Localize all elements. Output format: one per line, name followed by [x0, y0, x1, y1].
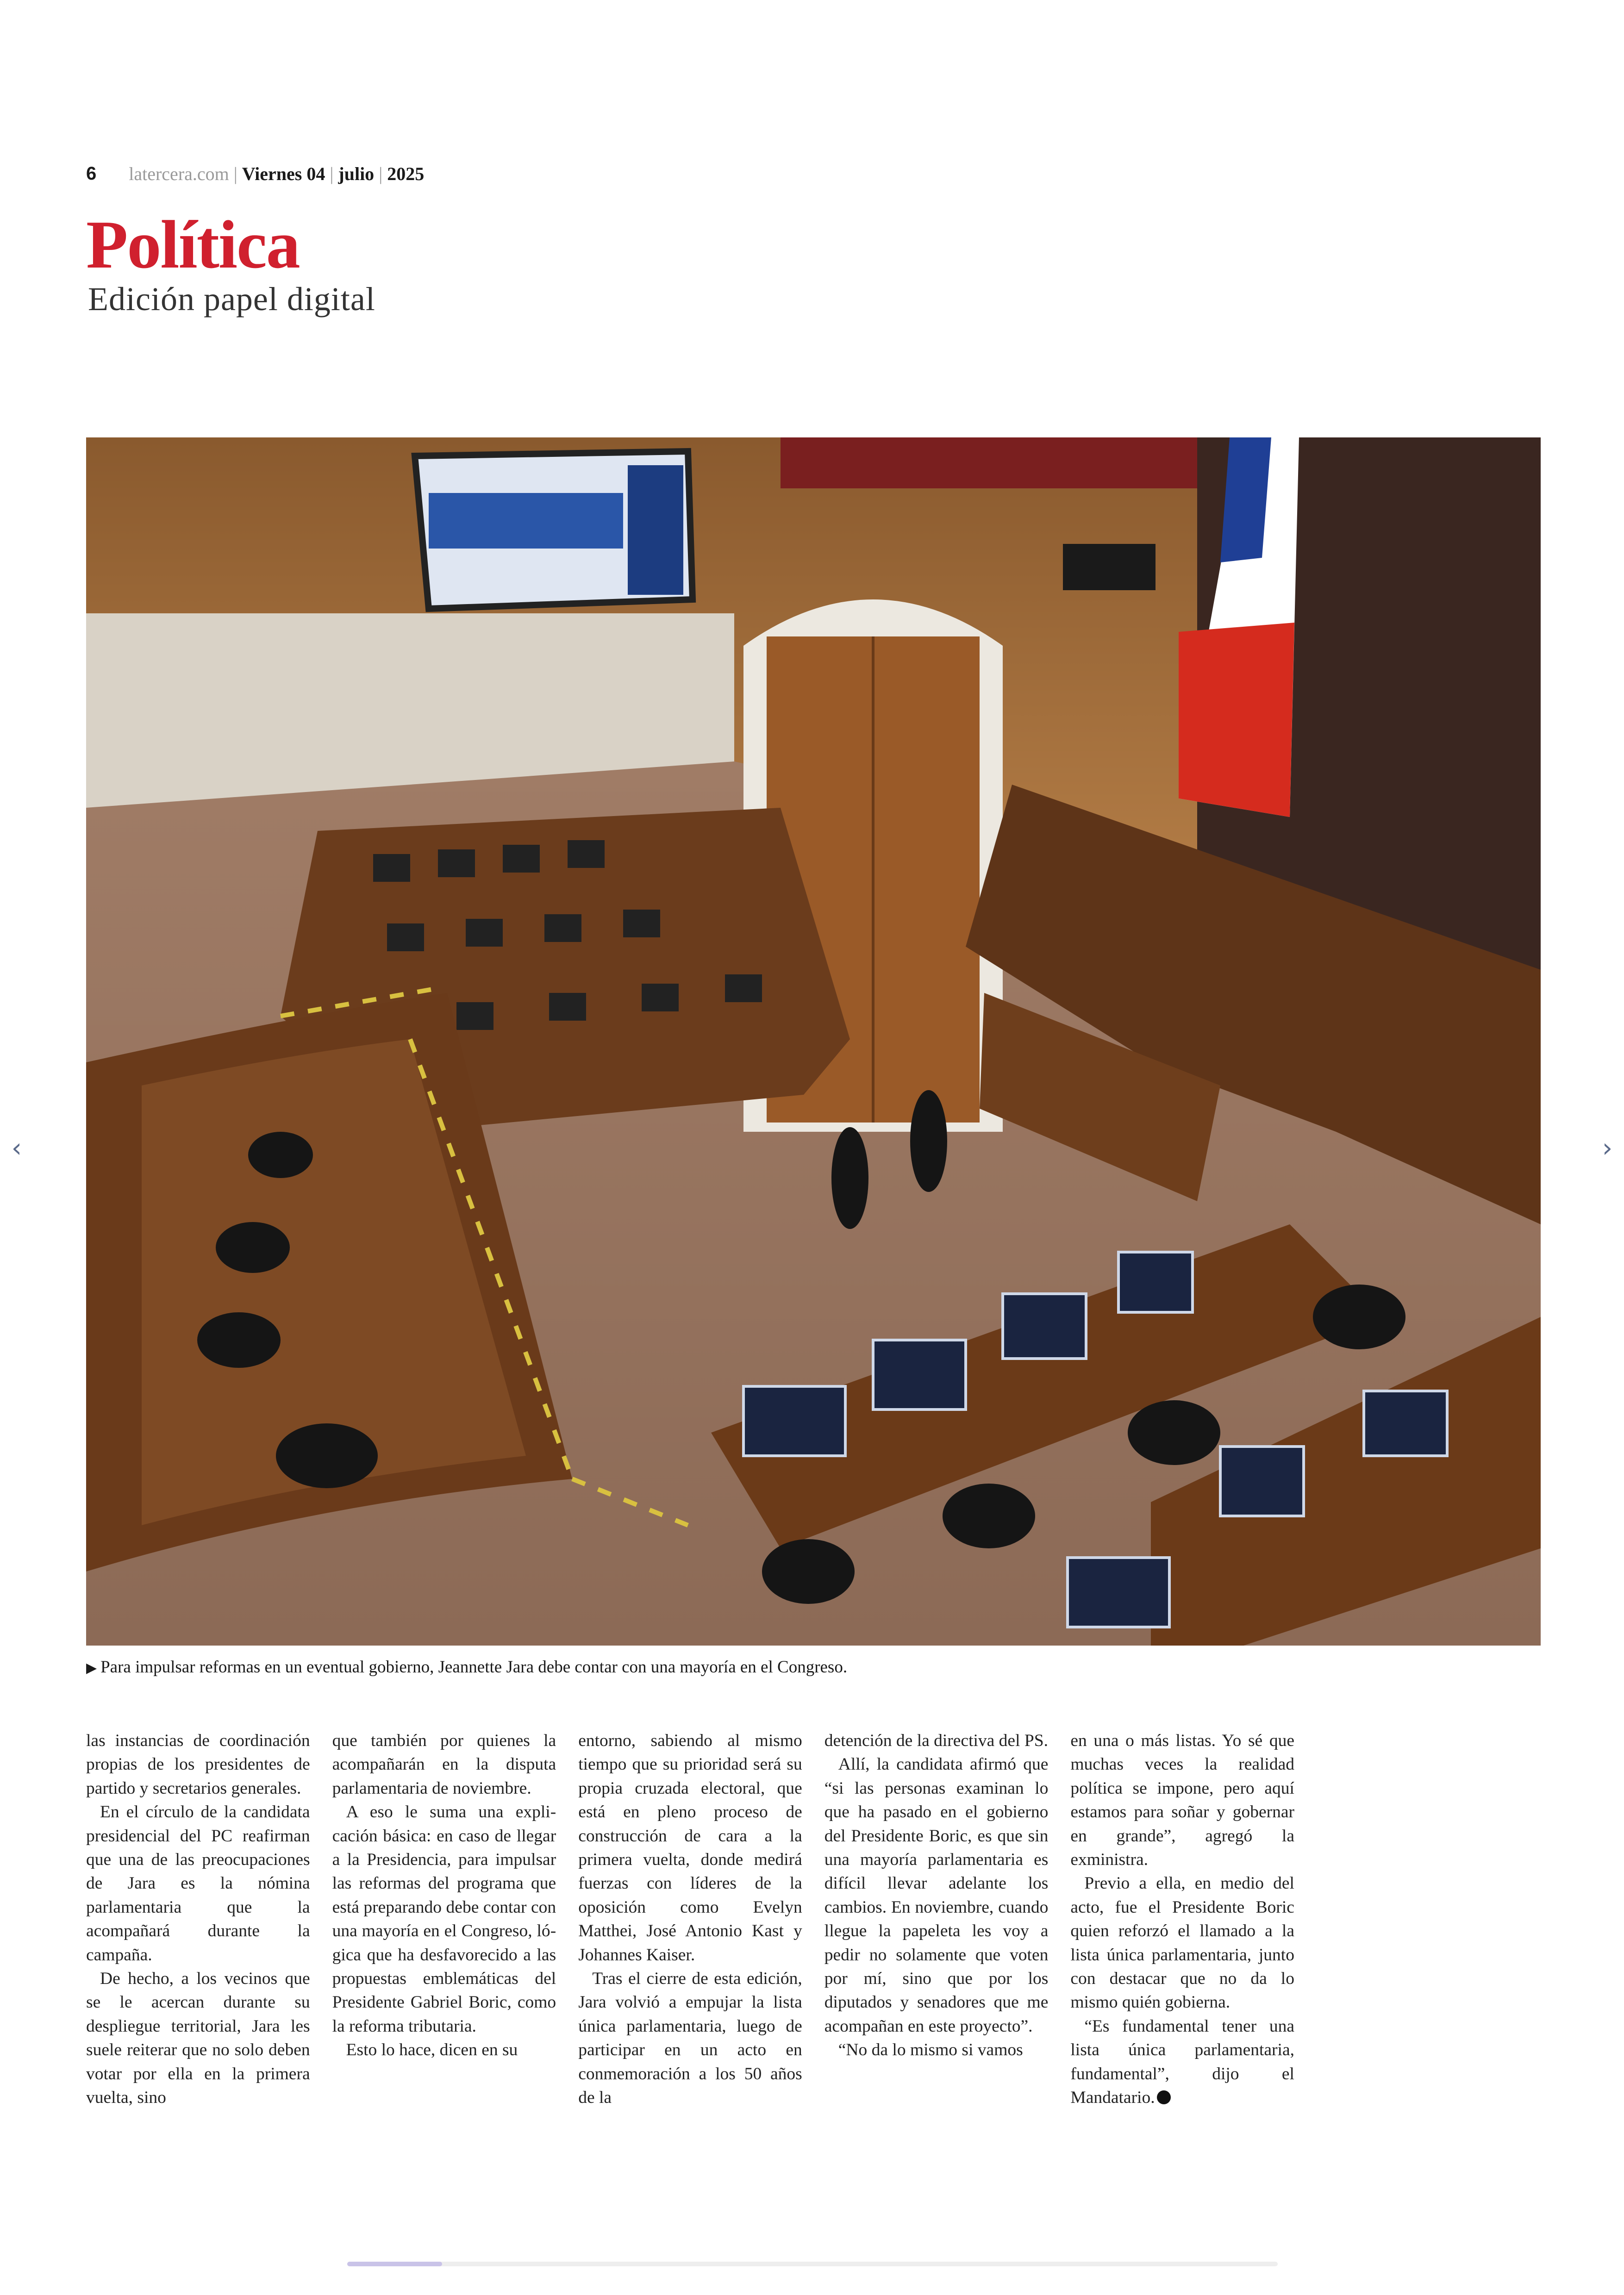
paragraph: A eso le suma una explicación básica: en caso de llegar a la Presidencia, para impulsar las reformas del programa que está preparando debe contar con una mayoría en el Congreso, lógica que ha desfavorecido a las propuestas emblemáticas del Presidente Gabriel Boric, como la reforma tributaria. — [332, 1802, 556, 2036]
end-mark-icon — [1157, 2090, 1171, 2104]
page-header — [86, 162, 424, 185]
header-separator: | — [233, 163, 237, 184]
caption-text: Para impulsar reformas en un eventual gobierno, Jeannette Jara debe contar con una mayoría en el Congreso. — [100, 1658, 848, 1677]
article-body — [86, 1729, 1294, 2145]
paragraph: en una o más listas. Yo sé que muchas veces la realidad política se impone, pero aquí estamos para soñar y gobernar en grande”, agregó la exministra. — [1070, 1731, 1294, 1870]
header-month: julio — [338, 163, 375, 184]
article-column-2 — [332, 1729, 556, 2145]
paragraph — [1070, 2014, 1294, 2110]
previous-page-button[interactable]: ‹ — [11, 1133, 22, 1163]
paragraph: detención de la directiva del PS. — [824, 1731, 1048, 1750]
paragraph: las instancias de coordinación propias de los presidentes de partido y secretarios generales. — [86, 1731, 310, 1798]
paragraph: Previo a ella, en medio del acto, fue el Presidente Boric quien reforzó el llamado a la lista única parlamentaria, junto con destacar que no da lo mismo quién gobierna. — [1070, 1874, 1294, 2012]
paragraph: En el círculo de la candidata presidencial del PC reafirman que una de las preocupaciones de Jara es la nómina parlamentaria que la acompañará durante la campaña. — [86, 1802, 310, 1964]
scrollbar-thumb[interactable] — [347, 2262, 442, 2266]
senate-chamber-illustration — [86, 437, 1541, 1646]
paragraph: que también por quienes la acompañarán en la disputa parlamentaria de noviembre. — [332, 1731, 556, 1798]
page-scrollbar[interactable] — [347, 2262, 1278, 2266]
section-subtitle: Edición papel digital — [88, 281, 375, 318]
next-page-button[interactable]: › — [1602, 1133, 1613, 1163]
header-separator: | — [330, 163, 334, 184]
header-year: 2025 — [387, 163, 425, 184]
paragraph: Tras el cierre de esta edición, Jara volvió a empujar la lista única parlamentaria, luego de participar en un acto en conmemoración a los 50 años de la — [578, 1969, 802, 2108]
site-name[interactable]: latercera.com — [129, 163, 229, 184]
paragraph: entorno, sabiendo al mismo tiempo que su prioridad será su propia cruzada electoral, que está en pleno proceso de construcción de cara a la primera vuelta, donde medirá fuerzas con líderes de la oposición como Evelyn Matthei, José Antonio Kast y Johannes Kaiser. — [578, 1731, 802, 1964]
article-photo — [86, 437, 1541, 1646]
photo-caption — [86, 1657, 847, 1677]
paragraph-text: “Es fundamental tener una lista única parlamentaria, fundamental”, dijo el Mandatario. — [1070, 2016, 1294, 2108]
paragraph: “No da lo mismo si vamos — [838, 2040, 1023, 2060]
page-number: 6 — [86, 163, 97, 184]
paragraph: De hecho, a los vecinos que se le acercan durante su despliegue territorial, Jara les suele reiterar que no solo deben votar por ella en la primera vuelta, sino — [86, 1969, 310, 2108]
paragraph: Allí, la candidata afirmó que “si las personas examinan lo que ha pasado en el gobierno del Presidente Boric, es que sin una mayoría parlamentaria es difícil llevar adelante los cambios. En noviembre, cuando llegue la papeleta les voy a pedir no solamente que voten por mí, sino que por los diputados y senadores que me acompañan en este proyecto”. — [824, 1755, 1049, 2036]
article-column-5 — [1070, 1729, 1294, 2145]
header-day: Viernes 04 — [242, 163, 325, 184]
article-column-4 — [824, 1729, 1049, 2145]
section-title: Política — [86, 207, 300, 283]
header-separator: | — [379, 163, 383, 184]
caption-marker-icon: ▶ — [86, 1660, 97, 1676]
paragraph: Esto lo hace, dicen en su — [346, 2040, 518, 2060]
article-column-3 — [578, 1729, 802, 2145]
article-column-1 — [86, 1729, 310, 2145]
